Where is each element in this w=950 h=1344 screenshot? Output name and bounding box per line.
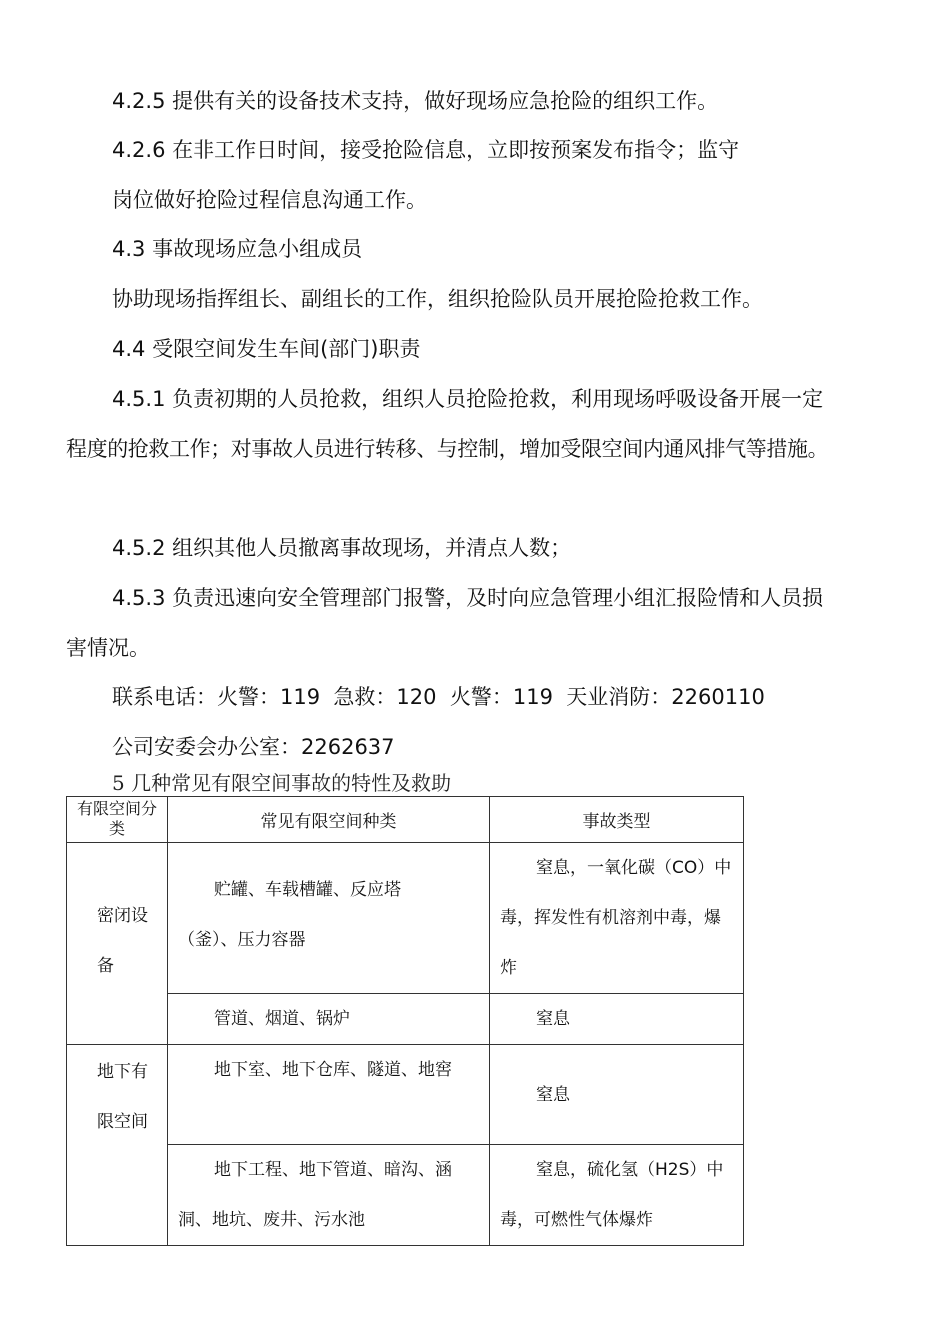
accident-type-cell: 窒息，硫化氢（H2S）中毒，可燃性气体爆炸	[490, 1145, 744, 1246]
heading-4-3: 4.3 事故现场应急小组成员	[112, 237, 363, 261]
category-underground-space: 地下有限空间	[67, 1045, 168, 1246]
paragraph-4-5-1: 4.5.1 负责初期的人员抢救，组织人员抢险抢救，利用现场呼吸设备开展一定	[112, 387, 824, 411]
category-sealed-equipment: 密闭设备	[67, 843, 168, 1045]
paragraph-4-3-body: 协助现场指挥组长、副组长的工作，组织抢险队员开展抢险抢救工作。	[112, 287, 763, 311]
office-phone: 公司安委会办公室：2262637	[112, 735, 395, 759]
paragraph-4-2-6: 4.2.6 在非工作日时间，接受抢险信息，立即按预案发布指令；监守	[112, 138, 740, 162]
paragraph-4-5-3-cont: 害情况。	[66, 636, 150, 660]
table-row	[67, 994, 744, 1045]
table-row	[67, 1145, 744, 1246]
space-types-cell: 贮罐、车载槽罐、反应塔（釜）、压力容器	[168, 843, 490, 994]
table-row	[67, 1045, 744, 1145]
paragraph-4-2-5: 4.2.5 提供有关的设备技术支持，做好现场应急抢险的组织工作。	[112, 89, 719, 113]
section-title: 5 几种常见有限空间事故的特性及救助	[112, 771, 452, 795]
accident-type-cell: 窒息	[490, 1045, 744, 1145]
accident-type-cell: 窒息，一氧化碳（CO）中毒，挥发性有机溶剂中毒，爆炸	[490, 843, 744, 994]
table-row	[67, 843, 744, 994]
heading-4-4: 4.4 受限空间发生车间(部门)职责	[112, 337, 421, 361]
space-types-cell: 地下工程、地下管道、暗沟、涵洞、地坑、废井、污水池	[168, 1145, 490, 1246]
paragraph-4-5-2: 4.5.2 组织其他人员撤离事故现场，并清点人数；	[112, 536, 572, 560]
accident-type-cell: 窒息	[490, 994, 744, 1045]
paragraph-4-5-3: 4.5.3 负责迅速向安全管理部门报警，及时向应急管理小组汇报险情和人员损	[112, 586, 824, 610]
confined-space-table	[66, 796, 744, 1246]
header-category: 有限空间分类	[67, 797, 168, 843]
space-types-cell: 地下室、地下仓库、隧道、地窖	[168, 1045, 490, 1145]
header-accident-types: 事故类型	[490, 797, 744, 843]
space-types-cell: 管道、烟道、锅炉	[168, 994, 490, 1045]
paragraph-4-2-6-cont: 岗位做好抢险过程信息沟通工作。	[112, 188, 427, 212]
contact-phones: 联系电话：火警：119 急救：120 火警：119 天业消防：2260110	[112, 685, 765, 709]
paragraph-4-5-1-cont: 程度的抢救工作；对事故人员进行转移、与控制，增加受限空间内通风排气等措施。	[66, 437, 829, 461]
table-header-row	[67, 797, 744, 843]
header-space-types: 常见有限空间种类	[168, 797, 490, 843]
